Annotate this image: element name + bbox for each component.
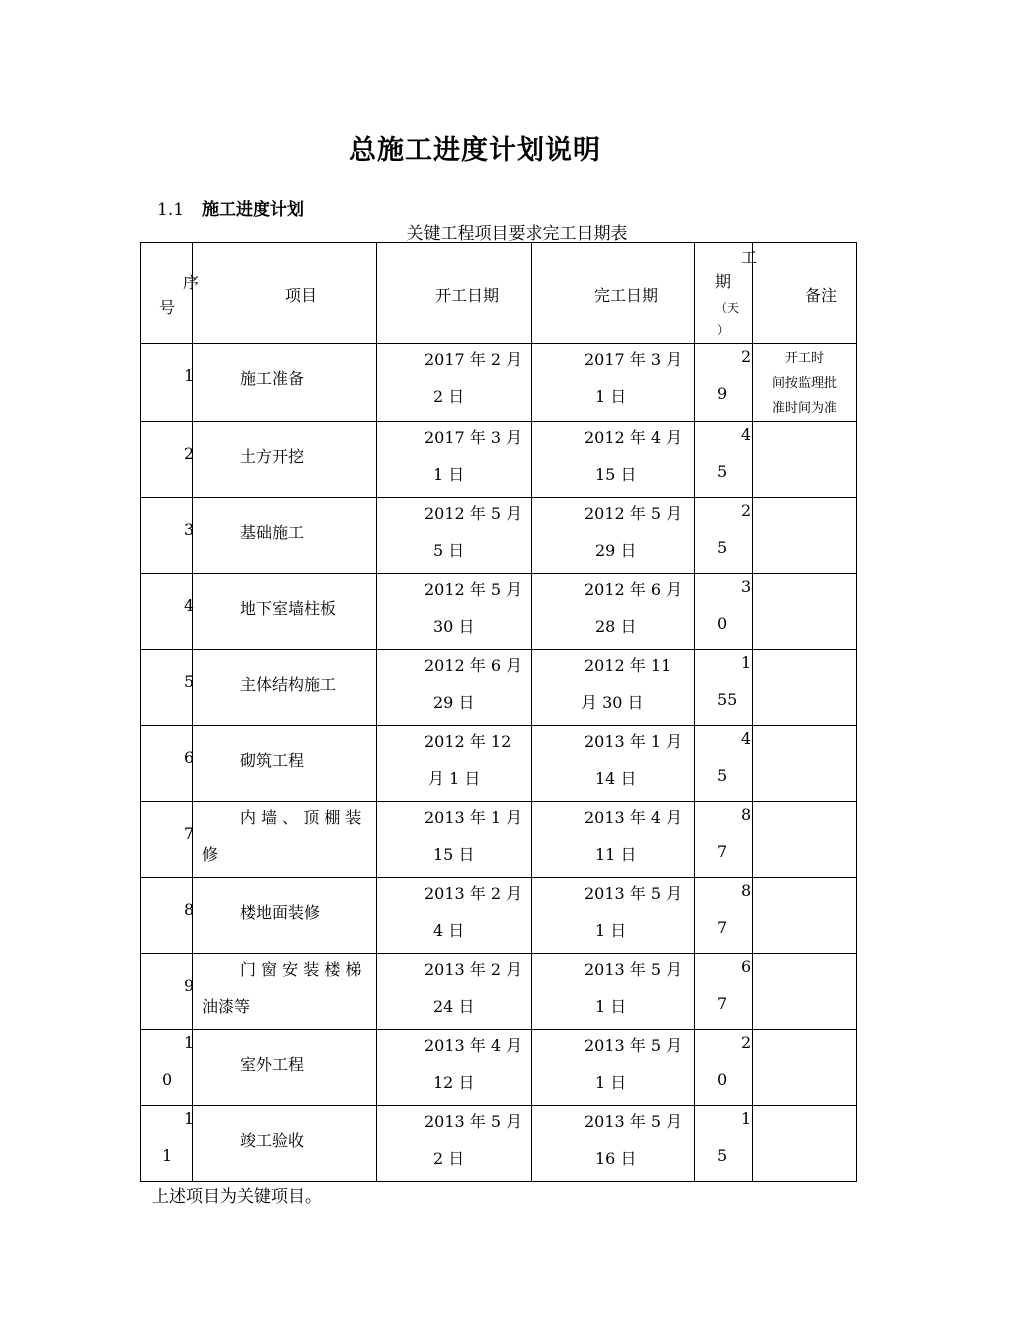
duration-line-2: 5	[717, 538, 728, 557]
footer-note: 上述项目为关键项目。	[152, 1187, 322, 1207]
header-duration-4: ）	[717, 323, 730, 337]
header-note-label: 备注	[805, 286, 838, 305]
cell-duration	[695, 726, 753, 802]
seq-line-1: 7	[184, 824, 195, 843]
end-line-1: 2013 年 5 月	[584, 884, 683, 903]
end-line-2: 1 日	[595, 1073, 627, 1092]
end-line-1: 2013 年 4 月	[584, 808, 683, 827]
start-line-1: 2012 年 12	[424, 732, 512, 751]
cell-note	[753, 344, 857, 422]
cell-duration	[695, 344, 753, 422]
cell-duration	[695, 574, 753, 650]
table-row	[141, 954, 857, 1030]
note-text	[753, 344, 856, 421]
start-line-1: 2013 年 4 月	[424, 1036, 523, 1055]
cell-end-date	[532, 1030, 695, 1106]
header-end-label: 完工日期	[594, 286, 659, 305]
cell-item	[193, 344, 377, 422]
start-line-2: 24 日	[433, 997, 475, 1016]
duration-line-2: 5	[717, 1146, 728, 1165]
cell-seq	[141, 422, 193, 498]
duration-line-1: 8	[741, 805, 752, 824]
header-item	[193, 243, 377, 344]
cell-item	[193, 1030, 377, 1106]
item-line-1: 室外工程	[240, 1055, 305, 1074]
start-line-2: 12 日	[433, 1073, 475, 1092]
cell-end-date	[532, 878, 695, 954]
cell-start-date	[377, 726, 532, 802]
cell-end-date	[532, 726, 695, 802]
start-line-2: 2 日	[433, 1149, 465, 1168]
cell-seq	[141, 498, 193, 574]
cell-end-date	[532, 1106, 695, 1182]
item-line-1: 地下室墙柱板	[240, 599, 337, 618]
end-line-1: 2012 年 6 月	[584, 580, 683, 599]
cell-end-date	[532, 954, 695, 1030]
table-row	[141, 802, 857, 878]
start-line-2: 15 日	[433, 845, 475, 864]
schedule-table	[140, 242, 857, 1182]
table-caption: 关键工程项目要求完工日期表	[406, 224, 628, 244]
cell-note	[753, 422, 857, 498]
end-line-2: 1 日	[595, 921, 627, 940]
seq-line-2: 1	[162, 1146, 173, 1165]
seq-line-1: 1	[184, 1033, 195, 1052]
duration-line-1: 2	[741, 1033, 752, 1052]
note-line: 准时间为准	[771, 401, 837, 416]
page-title: 总施工进度计划说明	[349, 135, 601, 166]
duration-line-1: 2	[741, 347, 752, 366]
start-line-1: 2012 年 6 月	[424, 656, 523, 675]
header-end	[532, 243, 695, 344]
cell-start-date	[377, 650, 532, 726]
cell-duration	[695, 954, 753, 1030]
duration-line-2: 7	[717, 918, 728, 937]
cell-duration	[695, 802, 753, 878]
seq-line-1: 1	[184, 366, 195, 385]
cell-duration	[695, 1030, 753, 1106]
cell-start-date	[377, 1106, 532, 1182]
cell-note	[753, 574, 857, 650]
cell-start-date	[377, 344, 532, 422]
cell-duration	[695, 650, 753, 726]
table-row	[141, 726, 857, 802]
start-line-1: 2013 年 2 月	[424, 960, 523, 979]
end-line-2: 28 日	[595, 617, 637, 636]
section-number: 1.1	[157, 200, 185, 220]
cell-seq	[141, 954, 193, 1030]
cell-start-date	[377, 498, 532, 574]
section-heading	[157, 195, 304, 220]
cell-duration	[695, 498, 753, 574]
start-line-2: 1 日	[433, 465, 465, 484]
header-item-label: 项目	[285, 286, 318, 305]
cell-end-date	[532, 650, 695, 726]
item-line-1: 砌筑工程	[240, 751, 305, 770]
duration-line-2: 9	[717, 384, 728, 403]
seq-line-1: 5	[184, 672, 195, 691]
duration-line-1: 4	[741, 425, 752, 444]
cell-seq	[141, 650, 193, 726]
end-line-1: 2017 年 3 月	[584, 350, 683, 369]
end-line-1: 2013 年 5 月	[584, 1112, 683, 1131]
duration-line-2: 0	[717, 614, 728, 633]
cell-note	[753, 1106, 857, 1182]
note-line: 间按监理批	[771, 376, 837, 391]
start-line-1: 2013 年 1 月	[424, 808, 523, 827]
item-line-1: 门 窗 安 装 楼 梯	[240, 960, 362, 979]
cell-item	[193, 422, 377, 498]
end-line-1: 2013 年 5 月	[584, 960, 683, 979]
table-row	[141, 878, 857, 954]
cell-note	[753, 802, 857, 878]
end-line-2: 15 日	[595, 465, 637, 484]
cell-start-date	[377, 802, 532, 878]
cell-seq	[141, 878, 193, 954]
seq-line-2: 0	[162, 1070, 173, 1089]
seq-line-1: 6	[184, 748, 195, 767]
cell-note	[753, 498, 857, 574]
seq-line-1: 3	[184, 520, 195, 539]
end-line-2: 月 30 日	[581, 693, 644, 712]
cell-seq	[141, 802, 193, 878]
cell-duration	[695, 1106, 753, 1182]
cell-end-date	[532, 344, 695, 422]
end-line-1: 2012 年 4 月	[584, 428, 683, 447]
start-line-1: 2012 年 5 月	[424, 504, 523, 523]
header-duration-1: 工	[741, 248, 758, 267]
item-line-2: 油漆等	[202, 997, 251, 1016]
cell-start-date	[377, 574, 532, 650]
item-line-2: 修	[202, 845, 219, 864]
duration-line-2: 5	[717, 766, 728, 785]
cell-note	[753, 954, 857, 1030]
start-line-1: 2013 年 2 月	[424, 884, 523, 903]
start-line-1: 2017 年 2 月	[424, 350, 523, 369]
cell-start-date	[377, 878, 532, 954]
header-start-label: 开工日期	[435, 286, 500, 305]
item-line-1: 内 墙 、 顶 棚 装	[240, 808, 362, 827]
header-seq-bottom: 号	[159, 298, 176, 317]
cell-end-date	[532, 498, 695, 574]
seq-line-1: 4	[184, 596, 195, 615]
cell-note	[753, 726, 857, 802]
header-seq-top: 序	[183, 273, 200, 292]
cell-item	[193, 726, 377, 802]
item-line-1: 主体结构施工	[240, 675, 337, 694]
end-line-2: 29 日	[595, 541, 637, 560]
table-row	[141, 498, 857, 574]
table-row	[141, 1106, 857, 1182]
end-line-1: 2012 年 5 月	[584, 504, 683, 523]
start-line-1: 2017 年 3 月	[424, 428, 523, 447]
duration-line-2: 55	[717, 690, 738, 709]
table-row	[141, 1030, 857, 1106]
seq-line-1: 8	[184, 900, 195, 919]
duration-line-1: 2	[741, 501, 752, 520]
cell-end-date	[532, 802, 695, 878]
end-line-1: 2013 年 1 月	[584, 732, 683, 751]
duration-line-1: 3	[741, 577, 752, 596]
header-start	[377, 243, 532, 344]
item-line-1: 施工准备	[240, 369, 305, 388]
cell-seq	[141, 344, 193, 422]
start-line-1: 2012 年 5 月	[424, 580, 523, 599]
cell-seq	[141, 1106, 193, 1182]
end-line-2: 11 日	[595, 845, 637, 864]
note-line: 开工时	[784, 351, 824, 366]
table-header-row	[141, 243, 857, 344]
duration-line-2: 0	[717, 1070, 728, 1089]
cell-start-date	[377, 422, 532, 498]
start-line-2: 4 日	[433, 921, 465, 940]
header-duration-2: 期	[715, 272, 732, 291]
duration-line-1: 1	[741, 653, 752, 672]
cell-note	[753, 878, 857, 954]
cell-item	[193, 498, 377, 574]
cell-item	[193, 878, 377, 954]
start-line-2: 30 日	[433, 617, 475, 636]
item-line-1: 楼地面装修	[240, 903, 321, 922]
table-row	[141, 574, 857, 650]
cell-item	[193, 802, 377, 878]
header-note	[753, 243, 857, 344]
cell-duration	[695, 422, 753, 498]
cell-item	[193, 1106, 377, 1182]
start-line-2: 29 日	[433, 693, 475, 712]
header-seq	[141, 243, 200, 344]
cell-seq	[141, 574, 193, 650]
start-line-1: 2013 年 5 月	[424, 1112, 523, 1131]
item-line-1: 土方开挖	[240, 447, 305, 466]
cell-end-date	[532, 422, 695, 498]
cell-end-date	[532, 574, 695, 650]
table-row	[141, 422, 857, 498]
item-line-1: 基础施工	[240, 523, 305, 542]
end-line-2: 1 日	[595, 387, 627, 406]
duration-line-1: 8	[741, 881, 752, 900]
table-row	[141, 650, 857, 726]
start-line-2: 2 日	[433, 387, 465, 406]
seq-line-1: 2	[184, 444, 195, 463]
cell-start-date	[377, 954, 532, 1030]
cell-start-date	[377, 1030, 532, 1106]
seq-line-1: 9	[184, 976, 195, 995]
duration-line-1: 4	[741, 729, 752, 748]
duration-line-1: 6	[741, 957, 752, 976]
header-duration	[695, 243, 758, 344]
end-line-1: 2012 年 11	[584, 656, 672, 675]
duration-line-2: 7	[717, 842, 728, 861]
cell-duration	[695, 878, 753, 954]
table-row	[141, 344, 857, 422]
item-line-1: 竣工验收	[240, 1131, 305, 1150]
cell-item	[193, 574, 377, 650]
end-line-2: 14 日	[595, 769, 637, 788]
end-line-1: 2013 年 5 月	[584, 1036, 683, 1055]
section-title: 施工进度计划	[202, 200, 305, 220]
end-line-2: 1 日	[595, 997, 627, 1016]
cell-note	[753, 650, 857, 726]
duration-line-1: 1	[741, 1109, 752, 1128]
duration-line-2: 7	[717, 994, 728, 1013]
cell-seq	[141, 726, 193, 802]
seq-line-1: 1	[184, 1109, 195, 1128]
end-line-2: 16 日	[595, 1149, 637, 1168]
cell-seq	[141, 1030, 193, 1106]
duration-line-2: 5	[717, 462, 728, 481]
header-duration-3: （天	[715, 301, 740, 315]
start-line-2: 月 1 日	[428, 769, 481, 788]
cell-note	[753, 1030, 857, 1106]
cell-item	[193, 650, 377, 726]
start-line-2: 5 日	[433, 541, 465, 560]
cell-item	[193, 954, 377, 1030]
